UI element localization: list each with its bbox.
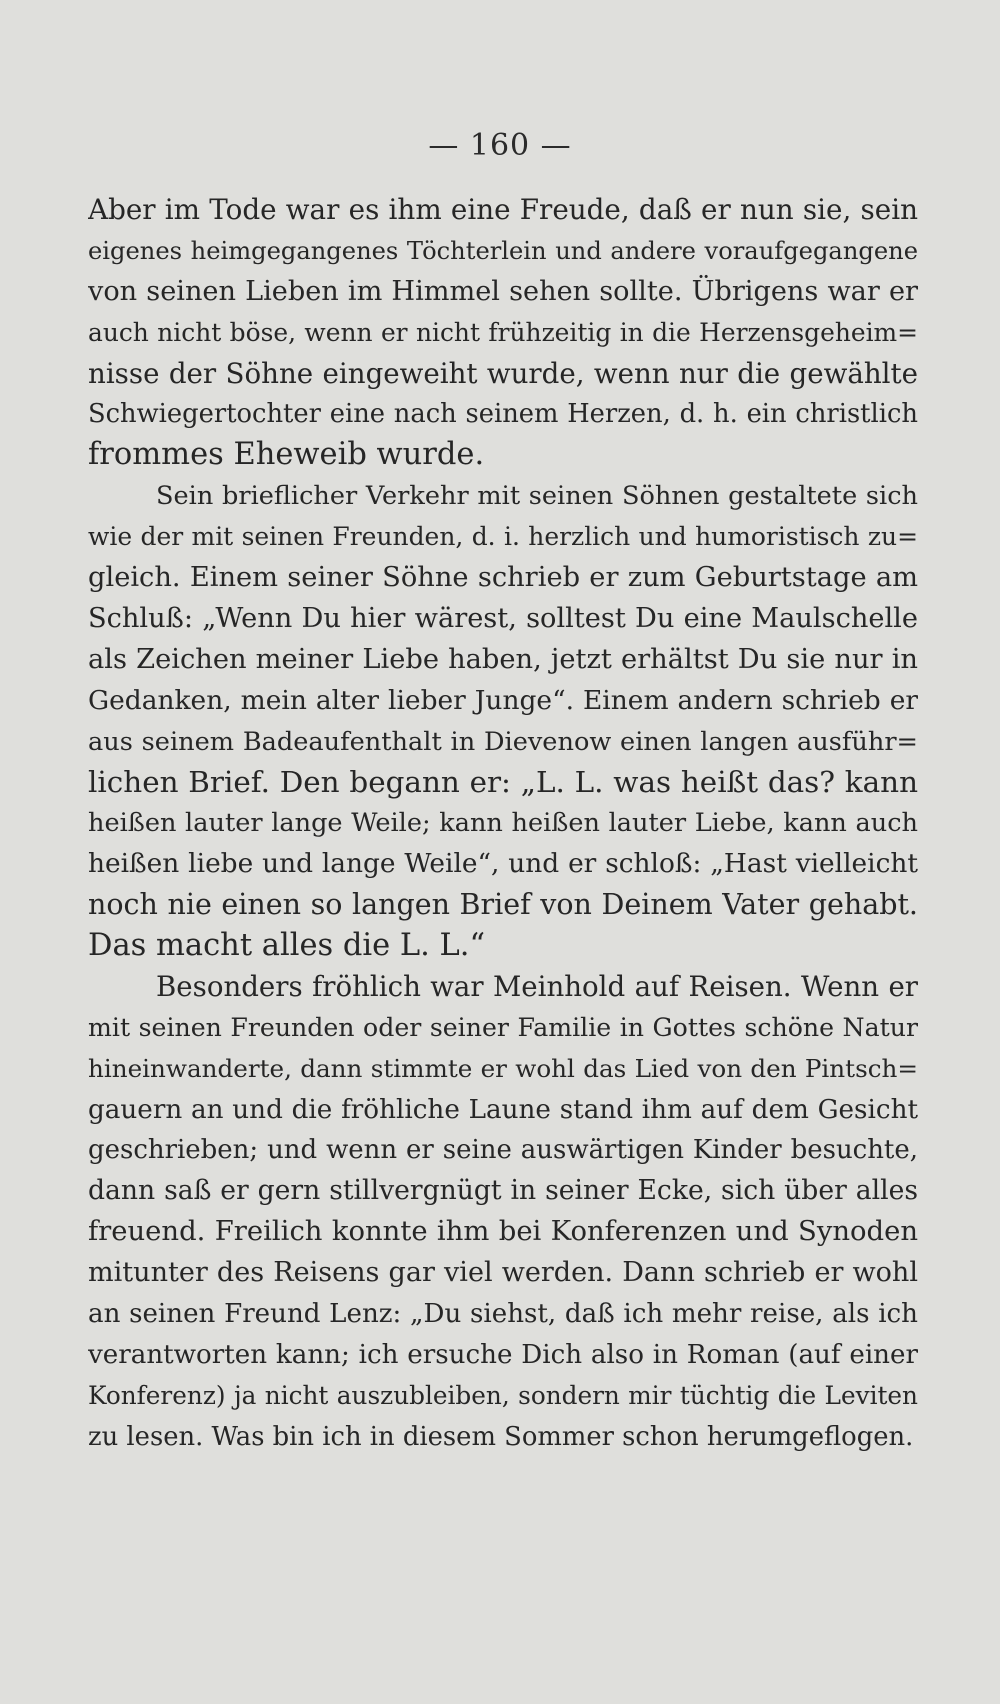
text-line: noch nie einen so langen Brief von Deinem Vater gehabt. xyxy=(88,888,918,922)
text-line: an seinen Freund Lenz: „Du siehst, daß ich mehr reise, als ich xyxy=(88,1299,918,1330)
text-line: von seinen Lieben im Himmel sehen sollte. Übrigens war er xyxy=(88,275,918,307)
text-line: Sein brieflicher Verkehr mit seinen Söhnen gestaltete sich xyxy=(156,481,918,512)
body-text xyxy=(88,190,918,1458)
text-line: mitunter des Reisens gar viel werden. Dann schrieb er wohl xyxy=(88,1257,918,1289)
text-line: Schwiegertochter eine nach seinem Herzen, d. h. ein christlich xyxy=(88,399,918,430)
text-line: frommes Eheweib wurde. xyxy=(88,437,485,473)
paragraph-2 xyxy=(88,476,918,967)
text-line: verantworten kann; ich ersuche Dich also in Roman (auf einer xyxy=(88,1339,918,1370)
text-line: hineinwanderte, dann stimmte er wohl das Lied von den Pintsch= xyxy=(88,1053,918,1083)
text-line: eigenes heimgegangenes Töchterlein und andere voraufgegangene xyxy=(88,236,918,265)
paragraph-3 xyxy=(88,967,918,1458)
text-line: als Zeichen meiner Liebe haben, jetzt erhältst Du sie nur in xyxy=(88,643,918,675)
text-line: zu lesen. Was bin ich in diesem Sommer schon herumgeflogen. xyxy=(88,1421,914,1452)
text-line: Schluß: „Wenn Du hier wärest, solltest Du eine Maulschelle xyxy=(88,602,918,634)
paragraph-1 xyxy=(88,190,918,476)
text-line: gauern an und die fröhliche Laune stand ihm auf dem Gesicht xyxy=(88,1094,918,1125)
text-line: Aber im Tode war es ihm eine Freude, daß er nun sie, sein xyxy=(88,193,918,226)
page-number: — 160 — xyxy=(428,128,572,163)
text-line: nisse der Söhne eingeweiht wurde, wenn nur die gewählte xyxy=(88,356,918,390)
text-line: Das macht alles die L. L.“ xyxy=(88,928,486,964)
text-line: dann saß er gern stillvergnügt in seiner Ecke, sich über alles xyxy=(88,1175,918,1207)
text-line: heißen liebe und lange Weile“, und er schloß: „Hast vielleicht xyxy=(88,848,918,880)
text-line: geschrieben; und wenn er seine auswärtigen Kinder besuchte, xyxy=(88,1135,918,1166)
text-line: aus seinem Badeaufenthalt in Dievenow einen langen ausführ= xyxy=(88,726,918,757)
text-line: mit seinen Freunden oder seiner Familie in Gottes schöne Natur xyxy=(88,1012,918,1042)
text-line: lichen Brief. Den begann er: „L. L. was heißt das? kann xyxy=(88,765,918,800)
text-line: gleich. Einem seiner Söhne schrieb er zum Geburtstage am xyxy=(88,562,918,594)
text-line: auch nicht böse, wenn er nicht frühzeitig in die Herzensgeheim= xyxy=(88,317,918,347)
text-line: wie der mit seinen Freunden, d. i. herzlich und humoristisch zu= xyxy=(88,522,918,552)
text-line: Besonders fröhlich war Meinhold auf Reisen. Wenn er xyxy=(156,969,918,1003)
text-line: freuend. Freilich konnte ihm bei Konferenzen und Synoden xyxy=(88,1216,918,1248)
text-line: heißen lauter lange Weile; kann heißen lauter Liebe, kann auch xyxy=(88,808,918,839)
text-line: Gedanken, mein alter lieber Junge“. Einem andern schrieb er xyxy=(88,684,918,716)
text-line: Konferenz) ja nicht auszubleiben, sondern mir tüchtig die Leviten xyxy=(88,1380,918,1410)
